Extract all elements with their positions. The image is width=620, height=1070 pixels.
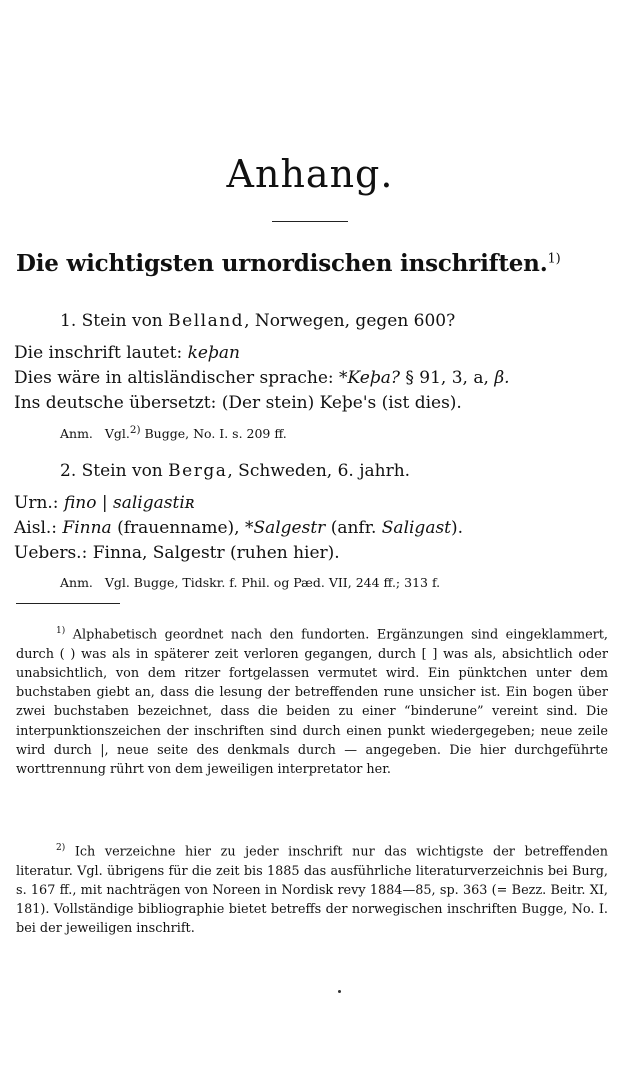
entry-2-place-suffix: , Schweden, 6. jahrh. bbox=[227, 461, 411, 481]
old-icelandic-form: *Keþa? bbox=[339, 368, 400, 388]
entry-1-translation-line: Ins deutsche übersetzt: (Der stein) Keþe's (ist dies). bbox=[14, 393, 462, 413]
footnote-1-text: Alphabetisch geordnet nach den fundorten. Ergänzungen sind eingeklammert, durch ( ) was als in späterer zeit verloren gegangen, durch [ ] was als, absichtlich oder unabsichtlich, von dem ritzer fortgelassen vermutet wird. Ein pünktchen unter dem buchstaben giebt an, dass die lesung der betreffenden rune unsicher ist. Ein bogen über zwei buchstaben bezeichnet, dass die beiden zu einer “binderune” vereint sind. Die interpunktionszeichen der inschriften sind durch einen punkt wiedergegeben; neue zeile wird durch |, neue seite des denkmals durch — angegeben. Die hier durchgeführte worttrennung rührt von dem jeweiligen interpretator her. bbox=[16, 627, 608, 778]
annotation-label: Anm. bbox=[60, 575, 93, 590]
print-speck bbox=[338, 990, 341, 993]
entry-2-number: 2. bbox=[60, 461, 77, 481]
annotation-text: Vgl. Bugge, Tidskr. f. Phil. og Pæd. VII, 244 ff.; 313 f. bbox=[104, 575, 441, 590]
entry-2-translation-line: Uebers.: Finna, Salgestr (ruhen hier). bbox=[14, 543, 340, 563]
footnote-rule bbox=[16, 603, 120, 604]
annotation-prefix: Vgl. bbox=[104, 426, 130, 442]
entry-2-place-prefix: Stein von bbox=[81, 461, 163, 481]
gloss-anfr: (anfr. bbox=[330, 518, 377, 538]
annotation-label: Anm. bbox=[60, 426, 93, 442]
inscription-label: Die inschrift lautet: bbox=[14, 343, 183, 363]
footnote-2-mark: 2) bbox=[56, 843, 66, 853]
annotation-text: Bugge, No. I. s. 209 ff. bbox=[144, 426, 287, 442]
runic-value: fino | saligastiʀ bbox=[63, 493, 195, 513]
page-heading: Anhang. bbox=[226, 152, 394, 196]
entry-2-runic-line bbox=[14, 493, 195, 513]
footnote-2-text: Ich verzeichne hier zu jeder inschrift nur das wichtigste der betreffenden literatur. Vgl. übrigens für die zeit bis 1885 das ausführliche literaturverzeichnis bei Burg, s. 167 ff., mit nachträgen von Noreen in Nordisk revy 1884—85, sp. 363 (= Bezz. Beitr. XI, 181). Vollständige bibliographie bietet betreffs der norwegischen inschriften Bugge, No. I. bei der jeweiligen inschrift. bbox=[16, 844, 608, 937]
old-icelandic-form-2: *Salgestr bbox=[244, 518, 326, 538]
entry-1-old-icelandic-line bbox=[14, 368, 510, 388]
entry-1-place: Belland bbox=[168, 311, 245, 331]
footnote-2 bbox=[16, 839, 608, 939]
entry-2-old-icelandic-line bbox=[14, 518, 463, 538]
paragraph-subref: β. bbox=[494, 368, 510, 388]
old-icelandic-label: Aisl.: bbox=[14, 518, 58, 538]
gloss: (frauenname), bbox=[117, 518, 240, 538]
footnote-1 bbox=[16, 622, 608, 780]
entry-2-place: Berga bbox=[168, 461, 228, 481]
footnote-1-mark: 1) bbox=[56, 626, 66, 636]
entry-1-place-suffix: , Norwegen, gegen 600? bbox=[244, 311, 456, 331]
runic-label: Urn.: bbox=[14, 493, 59, 513]
entry-2-annotation bbox=[60, 575, 440, 590]
entry-1-inscription-line bbox=[14, 343, 240, 363]
footnote-ref-1[interactable]: 1) bbox=[547, 251, 561, 267]
heading-rule bbox=[272, 221, 348, 222]
old-icelandic-label: Dies wäre in altisländischer sprache: bbox=[14, 368, 334, 388]
entry-1-annotation bbox=[60, 424, 287, 441]
old-icelandic-form-1: Finna bbox=[62, 518, 112, 538]
section-title bbox=[16, 250, 560, 277]
entry-2-heading bbox=[60, 461, 410, 481]
old-icelandic-form-3: Saligast bbox=[381, 518, 452, 538]
inscription-value: keþan bbox=[187, 343, 240, 363]
entry-1-place-prefix: Stein von bbox=[81, 311, 163, 331]
gloss-end: ). bbox=[451, 518, 464, 538]
entry-1-number: 1. bbox=[60, 311, 77, 331]
paragraph-reference: § 91, 3, a, bbox=[405, 368, 489, 388]
section-title-text: Die wichtigsten urnordischen inschriften. bbox=[16, 250, 548, 277]
footnote-ref-2[interactable]: 2) bbox=[129, 424, 141, 436]
entry-1-heading bbox=[60, 311, 455, 331]
